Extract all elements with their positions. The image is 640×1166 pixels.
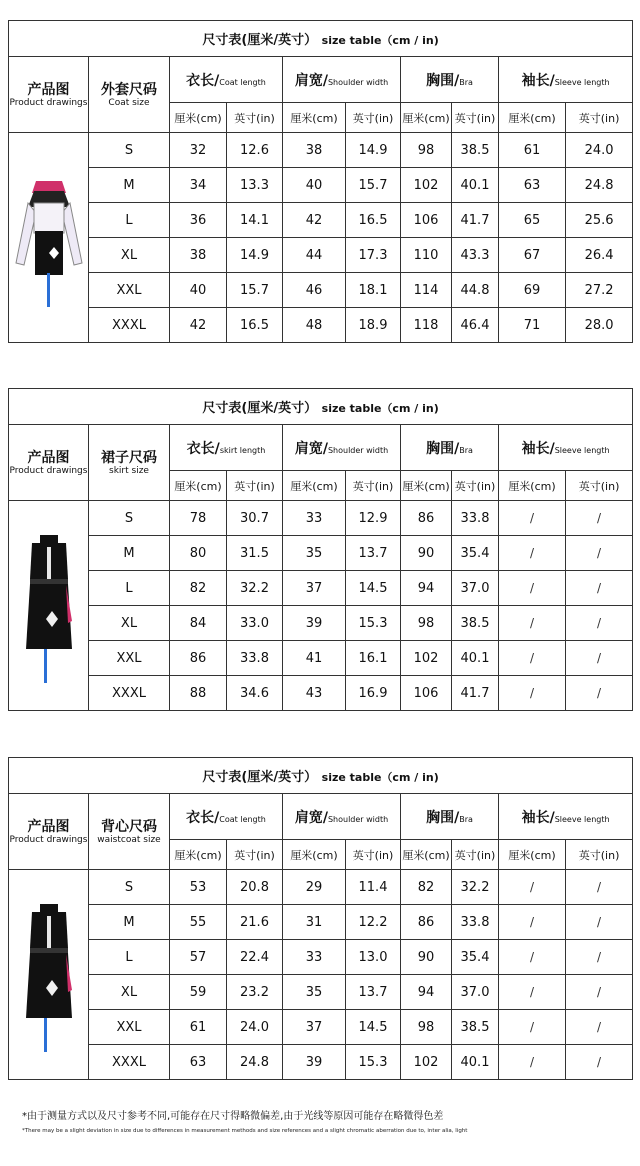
- value-cell: 33: [283, 940, 346, 975]
- value-cell: 38.5: [452, 1010, 499, 1045]
- value-cell: /: [566, 536, 633, 571]
- value-cell: /: [566, 1010, 633, 1045]
- group-header-sleeve: 袖长/Sleeve length: [499, 794, 633, 840]
- value-cell: 23.2: [227, 975, 283, 1010]
- value-cell: 98: [401, 606, 452, 641]
- value-cell: 15.3: [346, 606, 401, 641]
- value-cell: 24.8: [566, 168, 633, 203]
- size-table-skirt: [8, 388, 633, 711]
- unit-cell: 厘米(cm): [499, 840, 566, 870]
- dress-garment-icon: [14, 521, 84, 691]
- table-row: [9, 1010, 633, 1045]
- value-cell: 12.6: [227, 133, 283, 168]
- value-cell: 44.8: [452, 273, 499, 308]
- value-cell: 33.8: [452, 501, 499, 536]
- product-drawings-header: 产品图 Product drawings: [9, 425, 89, 501]
- unit-cell: 英寸(in): [452, 840, 499, 870]
- value-cell: 38: [283, 133, 346, 168]
- value-cell: 38.5: [452, 133, 499, 168]
- value-cell: /: [499, 905, 566, 940]
- value-cell: /: [499, 975, 566, 1010]
- value-cell: /: [566, 571, 633, 606]
- size-cell: L: [89, 571, 170, 606]
- value-cell: 33.0: [227, 606, 283, 641]
- value-cell: /: [499, 676, 566, 711]
- value-cell: 30.7: [227, 501, 283, 536]
- value-cell: 13.7: [346, 975, 401, 1010]
- unit-cell: 厘米(cm): [283, 103, 346, 133]
- value-cell: /: [499, 1045, 566, 1080]
- size-cell: XXL: [89, 273, 170, 308]
- value-cell: 29: [283, 870, 346, 905]
- unit-cell: 英寸(in): [227, 471, 283, 501]
- unit-cell: 厘米(cm): [283, 840, 346, 870]
- value-cell: 24.8: [227, 1045, 283, 1080]
- value-cell: 35: [283, 536, 346, 571]
- unit-cell: 英寸(in): [566, 840, 633, 870]
- size-cell: XXL: [89, 641, 170, 676]
- value-cell: 12.2: [346, 905, 401, 940]
- table-title: 尺寸表(厘米/英寸） size table（cm / in): [9, 21, 633, 57]
- value-cell: 34: [170, 168, 227, 203]
- group-header-sleeve: 袖长/Sleeve length: [499, 57, 633, 103]
- value-cell: 32.2: [452, 870, 499, 905]
- value-cell: 86: [401, 501, 452, 536]
- value-cell: 37.0: [452, 571, 499, 606]
- value-cell: 16.5: [227, 308, 283, 343]
- product-image: [9, 870, 89, 1080]
- value-cell: 15.7: [227, 273, 283, 308]
- table-row: [9, 168, 633, 203]
- value-cell: /: [566, 606, 633, 641]
- table-row: [9, 676, 633, 711]
- size-cell: XL: [89, 238, 170, 273]
- size-header: 背心尺码 waistcoat size: [89, 794, 170, 870]
- group-header-shoulder: 肩宽/Shoulder width: [283, 57, 401, 103]
- value-cell: 13.3: [227, 168, 283, 203]
- value-cell: 94: [401, 975, 452, 1010]
- product-drawings-header: 产品图 Product drawings: [9, 794, 89, 870]
- value-cell: 90: [401, 940, 452, 975]
- unit-cell: 英寸(in): [566, 103, 633, 133]
- value-cell: /: [499, 606, 566, 641]
- value-cell: 67: [499, 238, 566, 273]
- table-row: [9, 238, 633, 273]
- value-cell: 26.4: [566, 238, 633, 273]
- table-row: [9, 571, 633, 606]
- value-cell: 18.9: [346, 308, 401, 343]
- value-cell: 61: [499, 133, 566, 168]
- value-cell: 71: [499, 308, 566, 343]
- value-cell: 14.1: [227, 203, 283, 238]
- value-cell: /: [499, 571, 566, 606]
- table-row: [9, 308, 633, 343]
- value-cell: 18.1: [346, 273, 401, 308]
- value-cell: 37.0: [452, 975, 499, 1010]
- unit-cell: 厘米(cm): [499, 471, 566, 501]
- value-cell: 16.5: [346, 203, 401, 238]
- unit-cell: 厘米(cm): [401, 840, 452, 870]
- size-cell: L: [89, 940, 170, 975]
- value-cell: 21.6: [227, 905, 283, 940]
- size-cell: XL: [89, 975, 170, 1010]
- value-cell: /: [566, 501, 633, 536]
- value-cell: 15.3: [346, 1045, 401, 1080]
- table-title: 尺寸表(厘米/英寸） size table（cm / in): [9, 389, 633, 425]
- unit-cell: 厘米(cm): [401, 103, 452, 133]
- value-cell: 63: [499, 168, 566, 203]
- size-cell: XXXL: [89, 1045, 170, 1080]
- value-cell: 33.8: [452, 905, 499, 940]
- table-row: [9, 606, 633, 641]
- value-cell: 57: [170, 940, 227, 975]
- value-cell: 55: [170, 905, 227, 940]
- unit-cell: 英寸(in): [227, 103, 283, 133]
- size-cell: S: [89, 870, 170, 905]
- unit-cell: 英寸(in): [452, 103, 499, 133]
- value-cell: 31.5: [227, 536, 283, 571]
- coat-garment-icon: [14, 163, 84, 313]
- size-header: 裙子尺码 skirt size: [89, 425, 170, 501]
- value-cell: 44: [283, 238, 346, 273]
- value-cell: 27.2: [566, 273, 633, 308]
- product-image: [9, 501, 89, 711]
- value-cell: 106: [401, 203, 452, 238]
- value-cell: 16.1: [346, 641, 401, 676]
- value-cell: 11.4: [346, 870, 401, 905]
- value-cell: 106: [401, 676, 452, 711]
- value-cell: 102: [401, 641, 452, 676]
- value-cell: 28.0: [566, 308, 633, 343]
- value-cell: 14.9: [346, 133, 401, 168]
- size-table-waistcoat: [8, 757, 633, 1080]
- table-row: [9, 905, 633, 940]
- value-cell: 35.4: [452, 940, 499, 975]
- value-cell: 32: [170, 133, 227, 168]
- value-cell: 24.0: [566, 133, 633, 168]
- unit-cell: 厘米(cm): [170, 471, 227, 501]
- size-cell: XXL: [89, 1010, 170, 1045]
- value-cell: 36: [170, 203, 227, 238]
- value-cell: 39: [283, 1045, 346, 1080]
- value-cell: 22.4: [227, 940, 283, 975]
- value-cell: 80: [170, 536, 227, 571]
- value-cell: 38: [170, 238, 227, 273]
- table-title: 尺寸表(厘米/英寸） size table（cm / in): [9, 758, 633, 794]
- unit-cell: 英寸(in): [346, 103, 401, 133]
- group-header-length: 衣长/Coat length: [170, 794, 283, 840]
- value-cell: 40.1: [452, 168, 499, 203]
- value-cell: 35.4: [452, 536, 499, 571]
- value-cell: 40: [283, 168, 346, 203]
- value-cell: 40.1: [452, 641, 499, 676]
- value-cell: /: [566, 1045, 633, 1080]
- value-cell: 33.8: [227, 641, 283, 676]
- value-cell: /: [566, 975, 633, 1010]
- value-cell: /: [566, 905, 633, 940]
- value-cell: 84: [170, 606, 227, 641]
- value-cell: 98: [401, 1010, 452, 1045]
- value-cell: /: [566, 641, 633, 676]
- table-row: [9, 870, 633, 905]
- value-cell: 25.6: [566, 203, 633, 238]
- value-cell: 41.7: [452, 676, 499, 711]
- value-cell: 13.7: [346, 536, 401, 571]
- value-cell: 86: [170, 641, 227, 676]
- table-row: [9, 536, 633, 571]
- value-cell: 31: [283, 905, 346, 940]
- product-drawings-header: 产品图 Product drawings: [9, 57, 89, 133]
- group-header-bust: 胸围/Bra: [401, 57, 499, 103]
- value-cell: /: [566, 940, 633, 975]
- unit-cell: 厘米(cm): [499, 103, 566, 133]
- value-cell: 110: [401, 238, 452, 273]
- table-row: [9, 975, 633, 1010]
- unit-cell: 英寸(in): [566, 471, 633, 501]
- group-header-sleeve: 袖长/Sleeve length: [499, 425, 633, 471]
- value-cell: 82: [401, 870, 452, 905]
- size-cell: M: [89, 905, 170, 940]
- value-cell: 43.3: [452, 238, 499, 273]
- value-cell: 78: [170, 501, 227, 536]
- waistcoat-garment-icon: [14, 890, 84, 1060]
- value-cell: 59: [170, 975, 227, 1010]
- value-cell: 40: [170, 273, 227, 308]
- value-cell: 37: [283, 571, 346, 606]
- value-cell: 41.7: [452, 203, 499, 238]
- value-cell: 102: [401, 1045, 452, 1080]
- disclaimer-zh: *由于测量方式以及尺寸参考不同,可能存在尺寸得略微偏差,由于光线等原因可能存在略微得色差: [22, 1111, 444, 1122]
- disclaimer-en: *There may be a slight deviation in size due to differences in measurement methods and size references and a slight chromatic aberration due to, inter alia, light: [22, 1128, 468, 1134]
- value-cell: 33: [283, 501, 346, 536]
- value-cell: 20.8: [227, 870, 283, 905]
- product-image: [9, 133, 89, 343]
- value-cell: 69: [499, 273, 566, 308]
- size-cell: S: [89, 133, 170, 168]
- value-cell: 94: [401, 571, 452, 606]
- value-cell: 40.1: [452, 1045, 499, 1080]
- value-cell: 61: [170, 1010, 227, 1045]
- value-cell: 16.9: [346, 676, 401, 711]
- value-cell: 14.5: [346, 1010, 401, 1045]
- size-cell: L: [89, 203, 170, 238]
- value-cell: /: [499, 1010, 566, 1045]
- value-cell: /: [499, 870, 566, 905]
- value-cell: 65: [499, 203, 566, 238]
- table-row: [9, 133, 633, 168]
- unit-cell: 厘米(cm): [283, 471, 346, 501]
- value-cell: /: [566, 870, 633, 905]
- table-row: [9, 940, 633, 975]
- value-cell: 37: [283, 1010, 346, 1045]
- group-header-shoulder: 肩宽/Shoulder width: [283, 425, 401, 471]
- size-table-coat: [8, 20, 633, 343]
- value-cell: /: [499, 940, 566, 975]
- unit-cell: 厘米(cm): [401, 471, 452, 501]
- size-cell: XXXL: [89, 676, 170, 711]
- value-cell: 14.9: [227, 238, 283, 273]
- value-cell: 63: [170, 1045, 227, 1080]
- table-row: [9, 501, 633, 536]
- value-cell: 41: [283, 641, 346, 676]
- value-cell: 14.5: [346, 571, 401, 606]
- value-cell: 12.9: [346, 501, 401, 536]
- value-cell: 35: [283, 975, 346, 1010]
- value-cell: 15.7: [346, 168, 401, 203]
- value-cell: 32.2: [227, 571, 283, 606]
- unit-cell: 英寸(in): [452, 471, 499, 501]
- value-cell: /: [499, 641, 566, 676]
- table-row: [9, 1045, 633, 1080]
- unit-cell: 英寸(in): [346, 471, 401, 501]
- value-cell: 43: [283, 676, 346, 711]
- value-cell: 98: [401, 133, 452, 168]
- value-cell: 34.6: [227, 676, 283, 711]
- table-row: [9, 273, 633, 308]
- table-row: [9, 641, 633, 676]
- group-header-shoulder: 肩宽/Shoulder width: [283, 794, 401, 840]
- value-cell: 39: [283, 606, 346, 641]
- value-cell: /: [499, 536, 566, 571]
- unit-cell: 厘米(cm): [170, 840, 227, 870]
- unit-cell: 英寸(in): [346, 840, 401, 870]
- group-header-bust: 胸围/Bra: [401, 794, 499, 840]
- value-cell: 46.4: [452, 308, 499, 343]
- value-cell: 90: [401, 536, 452, 571]
- value-cell: 114: [401, 273, 452, 308]
- value-cell: 24.0: [227, 1010, 283, 1045]
- value-cell: 48: [283, 308, 346, 343]
- value-cell: 42: [283, 203, 346, 238]
- value-cell: 53: [170, 870, 227, 905]
- value-cell: /: [499, 501, 566, 536]
- value-cell: /: [566, 676, 633, 711]
- size-cell: M: [89, 168, 170, 203]
- value-cell: 46: [283, 273, 346, 308]
- size-cell: S: [89, 501, 170, 536]
- size-cell: M: [89, 536, 170, 571]
- group-header-bust: 胸围/Bra: [401, 425, 499, 471]
- value-cell: 118: [401, 308, 452, 343]
- value-cell: 42: [170, 308, 227, 343]
- value-cell: 82: [170, 571, 227, 606]
- size-cell: XL: [89, 606, 170, 641]
- value-cell: 86: [401, 905, 452, 940]
- group-header-length: 衣长/Coat length: [170, 57, 283, 103]
- value-cell: 38.5: [452, 606, 499, 641]
- unit-cell: 英寸(in): [227, 840, 283, 870]
- size-header: 外套尺码 Coat size: [89, 57, 170, 133]
- value-cell: 17.3: [346, 238, 401, 273]
- group-header-length: 衣长/skirt length: [170, 425, 283, 471]
- value-cell: 102: [401, 168, 452, 203]
- value-cell: 88: [170, 676, 227, 711]
- table-row: [9, 203, 633, 238]
- value-cell: 13.0: [346, 940, 401, 975]
- size-cell: XXXL: [89, 308, 170, 343]
- unit-cell: 厘米(cm): [170, 103, 227, 133]
